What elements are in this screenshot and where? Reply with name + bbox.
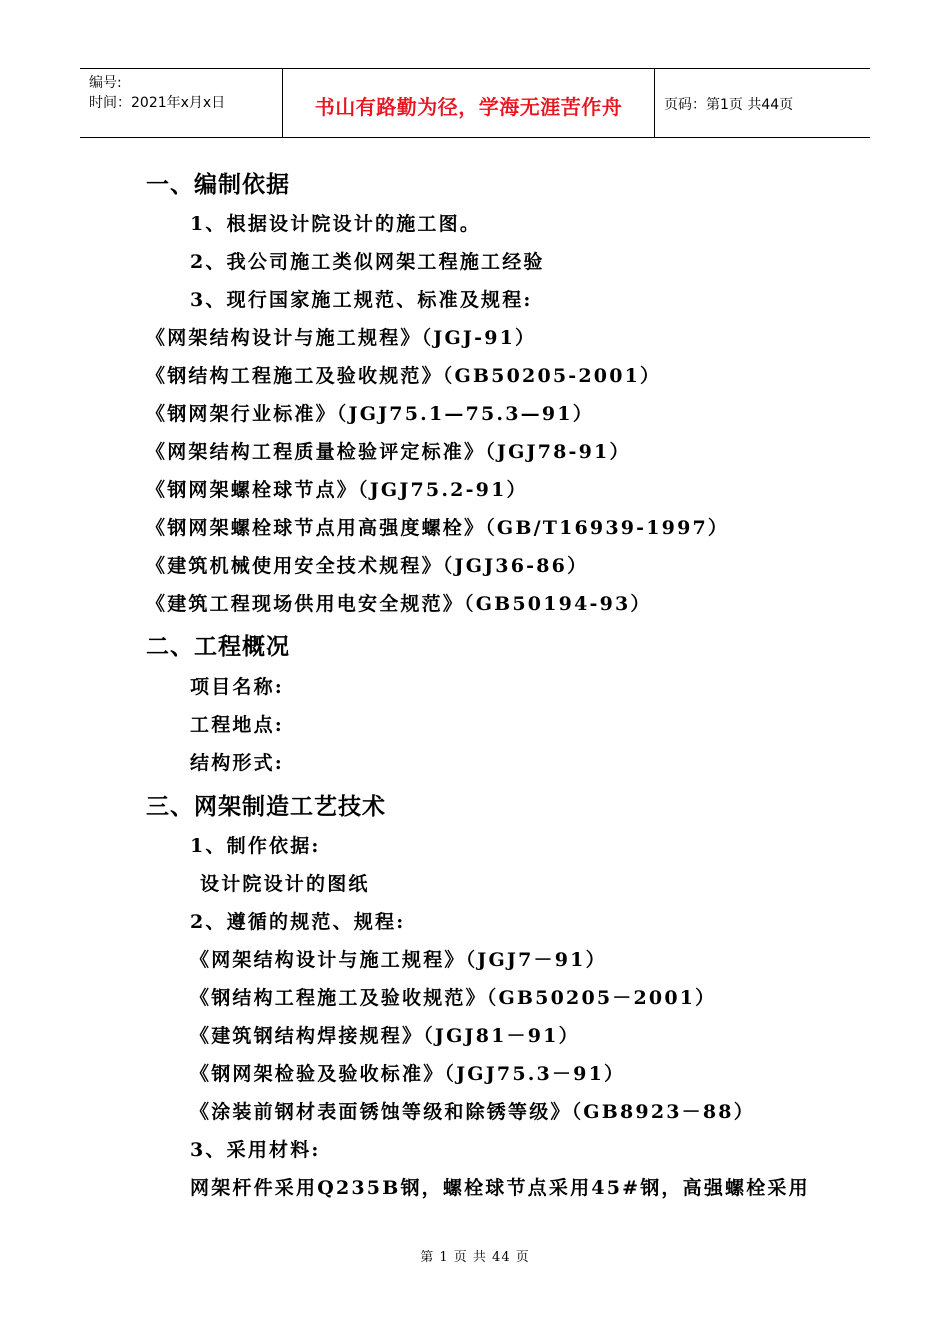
project-name-label: 项目名称: (190, 676, 285, 698)
header-meta-cell (80, 69, 283, 137)
section-heading-overview: 二、工程概况 (146, 633, 290, 660)
standard-reference: 《建筑钢结构焊接规程》（JGJ81－91） (190, 1025, 580, 1047)
section-heading-basis: 一、编制依据 (146, 171, 290, 198)
standard-reference: 《网架结构设计与施工规程》（JGJ7－91） (190, 949, 607, 971)
list-item: 1、根据设计院设计的施工图。 (190, 213, 482, 235)
list-item: 3、采用材料: (190, 1139, 321, 1161)
list-item: 1、制作依据: (190, 835, 321, 857)
standard-reference: 《网架结构设计与施工规程》（JGJ-91） (146, 327, 537, 349)
paragraph-text: 设计院设计的图纸 (200, 873, 370, 895)
structure-type-label: 结构形式: (190, 752, 285, 774)
header-page-info: 页码：第1页 共44页 (664, 97, 794, 113)
paragraph-text: 网架杆件采用Q235B钢，螺栓球节点采用45#钢，高强螺栓采用 (190, 1177, 810, 1199)
list-item: 2、遵循的规范、规程: (190, 911, 406, 933)
section-heading-manufacturing: 三、网架制造工艺技术 (146, 793, 386, 820)
header-motto-cell (283, 69, 655, 137)
standard-reference: 《涂装前钢材表面锈蚀等级和除锈等级》（GB8923－88） (190, 1101, 755, 1123)
date-line: 时间：2021年x月x日 (89, 95, 226, 111)
list-item: 2、我公司施工类似网架工程施工经验 (190, 251, 545, 273)
list-item: 3、现行国家施工规范、标准及规程: (190, 289, 533, 311)
serial-number-label: 编号: (89, 75, 122, 91)
standard-reference: 《建筑工程现场供用电安全规范》（GB50194-93） (146, 593, 652, 615)
standard-reference: 《钢网架检验及验收标准》（JGJ75.3－91） (190, 1063, 626, 1085)
standard-reference: 《钢网架螺栓球节点》（JGJ75.2-91） (146, 479, 528, 501)
document-header (80, 68, 870, 138)
standard-reference: 《钢网架螺栓球节点用高强度螺栓》（GB/T16939-1997） (146, 517, 730, 539)
standard-reference: 《钢结构工程施工及验收规范》（GB50205-2001） (146, 365, 662, 387)
standard-reference: 《建筑机械使用安全技术规程》（JGJ36-86） (146, 555, 589, 577)
standard-reference: 《钢结构工程施工及验收规范》（GB50205－2001） (190, 987, 717, 1009)
page-footer: 第 1 页 共 44 页 (420, 1250, 530, 1265)
standard-reference: 《网架结构工程质量检验评定标准》（JGJ78-91） (146, 441, 631, 463)
project-location-label: 工程地点: (190, 714, 285, 736)
motto-text: 书山有路勤为径，学海无涯苦作舟 (314, 95, 623, 119)
standard-reference: 《钢网架行业标准》（JGJ75.1—75.3—91） (146, 403, 594, 425)
header-page-cell (655, 69, 870, 137)
